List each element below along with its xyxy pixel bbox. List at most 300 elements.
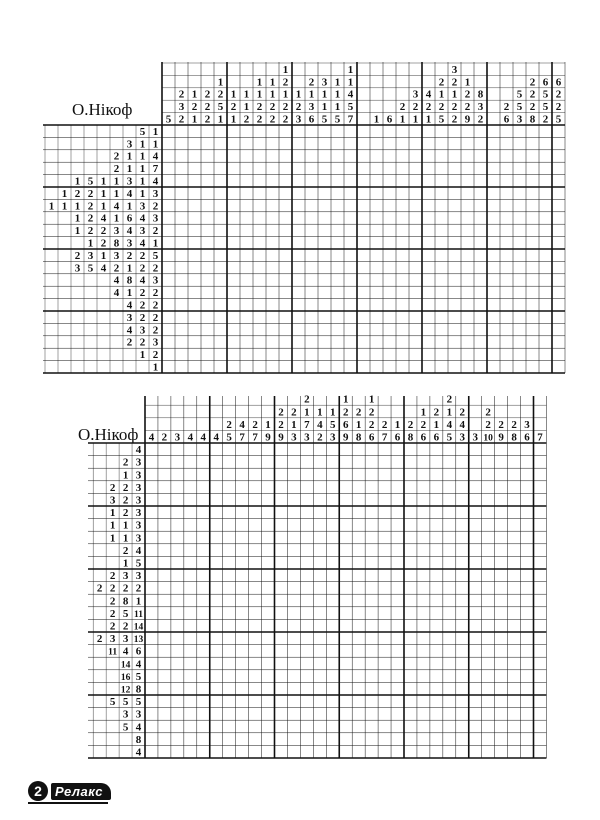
puzzle-1-col-clue: 1 xyxy=(243,101,250,114)
puzzle-1-col-clue: 3 xyxy=(451,63,458,76)
puzzle-2-col-clue: 5 xyxy=(446,431,453,444)
puzzle-1-col-clue: 5 xyxy=(334,113,341,126)
page-number: 2 xyxy=(28,781,48,801)
puzzle-1-col-clue: 2 xyxy=(451,101,458,114)
puzzle-1-row-clue: 4 xyxy=(113,287,120,300)
puzzle-2-col-clue: 2 xyxy=(161,431,168,444)
puzzle-2-row-clue: 3 xyxy=(135,456,142,469)
puzzle-1-col-clue: 2 xyxy=(451,113,458,126)
puzzle-1-col-clue: 1 xyxy=(217,76,224,89)
puzzle-2-row-clue: 5 xyxy=(122,607,129,620)
puzzle-2-row-clue: 3 xyxy=(122,633,129,646)
puzzle-1-col-clue: 1 xyxy=(282,63,289,76)
puzzle-1-row-clue: 2 xyxy=(113,163,120,176)
puzzle-1-col-clue: 6 xyxy=(555,76,562,89)
puzzle-1-row-clue: 1 xyxy=(113,175,120,188)
puzzle-1-col-clue: 5 xyxy=(555,113,562,126)
puzzle-1-row-clue: 2 xyxy=(152,287,159,300)
puzzle-2-col-clue: 7 xyxy=(252,431,258,444)
puzzle-2-col-clue: 2 xyxy=(485,418,491,431)
puzzle-2-row-clue: 3 xyxy=(135,469,142,482)
puzzle-2-row-clue: 3 xyxy=(135,532,142,545)
puzzle-2-row-clue: 2 xyxy=(122,481,129,494)
puzzle-1-row-clue: 2 xyxy=(152,262,159,275)
puzzle-1-row-clue: 3 xyxy=(152,212,159,225)
puzzle-2-col-clue: 1 xyxy=(291,418,297,431)
puzzle-1-row-clue: 3 xyxy=(152,187,159,200)
puzzle-1-col-clue: 2 xyxy=(204,113,211,126)
puzzle-1-col-clue: 1 xyxy=(230,113,237,126)
puzzle-2-row-clue: 5 xyxy=(135,557,142,570)
puzzle-1-col-clue: 2 xyxy=(542,113,549,126)
puzzle-2-row-clue: 1 xyxy=(109,519,116,532)
puzzle-2-row-clue: 2 xyxy=(109,607,116,620)
puzzle-2-col-clue: 9 xyxy=(278,431,284,444)
puzzle-1-col-clue: 2 xyxy=(217,88,224,101)
puzzle-2-col-clue: 1 xyxy=(394,418,401,431)
puzzle-1-col-clue: 8 xyxy=(477,88,484,101)
puzzle-1-col-clue: 2 xyxy=(191,101,198,114)
puzzle-1-col-clue: 3 xyxy=(308,101,315,114)
puzzle-1-row-clue: 3 xyxy=(126,138,133,151)
puzzle-1-col-clue: 8 xyxy=(529,113,536,126)
puzzle-1-row-clue: 1 xyxy=(152,125,159,138)
puzzle-1-col-clue: 2 xyxy=(451,76,458,89)
puzzle-1-row-clue: 2 xyxy=(74,187,81,200)
puzzle-1-col-clue: 4 xyxy=(425,88,432,101)
puzzle-1-row-clue: 3 xyxy=(152,336,159,349)
puzzle-1-row-clue: 3 xyxy=(139,324,146,337)
puzzle-1-row-clue: 3 xyxy=(74,262,81,275)
puzzle-2-col-clue: 10 xyxy=(483,433,493,444)
puzzle-1-row-clue: 5 xyxy=(152,249,159,262)
puzzle-1-col-clue: 2 xyxy=(529,101,536,114)
puzzle-1-row-clue: 2 xyxy=(139,287,146,300)
puzzle-1-row-clue: 2 xyxy=(152,324,159,337)
puzzle-2-row-clue: 2 xyxy=(109,620,116,633)
puzzle-1-col-clue: 5 xyxy=(516,88,523,101)
puzzle-2-col-clue: 7 xyxy=(381,431,388,444)
puzzle-1-row-clue: 3 xyxy=(126,311,133,324)
puzzle-1-col-clue: 6 xyxy=(503,113,510,126)
puzzle-1-row-clue: 4 xyxy=(126,324,133,337)
puzzle-2-col-clue: 2 xyxy=(278,406,284,419)
puzzle-2-col-clue: 2 xyxy=(226,418,232,431)
puzzle-2-col-clue: 2 xyxy=(291,406,297,419)
puzzle-2-row-clue: 11 xyxy=(108,647,118,658)
puzzle-1-row-clue: 4 xyxy=(152,175,159,188)
puzzle-2-row-clue: 1 xyxy=(122,557,129,570)
puzzle-1-row-clue: 3 xyxy=(126,175,133,188)
puzzle-1-col-clue: 2 xyxy=(269,113,276,126)
puzzle-1-row-clue: 1 xyxy=(48,200,55,213)
puzzle-1-col-clue: 1 xyxy=(464,76,471,89)
puzzle-1-col-clue: 1 xyxy=(373,113,380,126)
puzzle-1-row-clue: 4 xyxy=(126,299,133,312)
puzzle-1-col-clue: 1 xyxy=(425,113,432,126)
puzzle-1-row-clue: 2 xyxy=(139,299,146,312)
puzzle-1-row-clue: 2 xyxy=(152,200,159,213)
puzzle-1-row-clue: 3 xyxy=(113,225,120,238)
puzzle-1-col-clue: 2 xyxy=(464,88,471,101)
puzzle-2-row-clue: 3 xyxy=(135,507,142,520)
puzzle-1-col-clue: 3 xyxy=(477,101,484,114)
puzzle-1-col-clue: 2 xyxy=(477,113,484,126)
puzzle-2-row-clue: 2 xyxy=(122,456,129,469)
puzzle-1-col-clue: 3 xyxy=(516,113,523,126)
puzzle-1-row-clue: 4 xyxy=(139,274,146,287)
footer-line xyxy=(28,802,108,804)
puzzle-1-col-clue: 3 xyxy=(178,101,185,114)
puzzle-1-col-clue: 5 xyxy=(347,101,354,114)
puzzle-1-col-clue: 2 xyxy=(243,113,250,126)
puzzle-2-row-clue: 2 xyxy=(109,570,116,583)
puzzle-1-row-clue: 1 xyxy=(126,200,133,213)
puzzle-2-row-clue: 5 xyxy=(135,696,142,709)
puzzle-1-row-clue: 4 xyxy=(113,274,120,287)
puzzle-1-row-clue: 3 xyxy=(126,237,133,250)
puzzle-2-col-clue: 2 xyxy=(252,418,258,431)
puzzle-1-row-clue: 2 xyxy=(87,200,94,213)
brand-logo: Релакс xyxy=(51,783,111,800)
puzzle-2-col-clue: 1 xyxy=(330,406,336,419)
puzzle-2-row-clue: 4 xyxy=(135,444,142,457)
puzzle-1-col-clue: 5 xyxy=(165,113,172,126)
puzzle-1-col-clue: 1 xyxy=(282,88,289,101)
puzzle-1-row-clue: 1 xyxy=(139,175,146,188)
puzzle-2-row-clue: 2 xyxy=(96,633,103,646)
puzzle-2-row-clue: 4 xyxy=(135,746,142,759)
puzzle-1-row-clue: 1 xyxy=(100,175,107,188)
puzzle-2-col-clue: 1 xyxy=(420,406,427,419)
puzzle-2-col-clue: 3 xyxy=(291,431,297,444)
puzzle-2-col-clue: 2 xyxy=(420,418,427,431)
puzzle-1-row-clue: 1 xyxy=(152,237,159,250)
puzzle-1-row-clue: 1 xyxy=(74,200,81,213)
puzzle-1-col-clue: 5 xyxy=(217,101,224,114)
puzzle-1-row-clue: 1 xyxy=(113,187,120,200)
puzzle-1-col-clue: 2 xyxy=(282,76,289,89)
puzzle-2-row-clue: 3 xyxy=(135,519,142,532)
puzzle-2-row-clue: 2 xyxy=(109,582,116,595)
puzzle-1-col-clue: 7 xyxy=(347,113,354,126)
puzzle-1-row-clue: 4 xyxy=(126,225,133,238)
puzzle-1-row-clue: 2 xyxy=(126,249,133,262)
puzzle-2-col-clue: 3 xyxy=(472,431,478,444)
puzzle-1-row-clue: 2 xyxy=(74,249,81,262)
puzzle-1-col-clue: 2 xyxy=(503,101,510,114)
puzzle-1-row-clue: 1 xyxy=(139,163,146,176)
puzzle-1-col-clue: 1 xyxy=(412,113,419,126)
puzzle-1-col-clue: 1 xyxy=(269,76,276,89)
puzzle-1-row-clue: 1 xyxy=(74,225,81,238)
puzzle-2-col-clue: 8 xyxy=(407,431,414,444)
puzzle-1-row-clue: 2 xyxy=(113,262,120,275)
puzzle-2-row-clue: 5 xyxy=(135,670,142,683)
puzzle-1-row-clue: 5 xyxy=(139,125,146,138)
puzzle-2-col-clue: 4 xyxy=(459,418,466,431)
puzzle-1-col-clue: 1 xyxy=(269,88,276,101)
puzzle-2-col-clue: 1 xyxy=(355,418,362,431)
puzzle-1-row-clue: 2 xyxy=(87,225,94,238)
puzzle-1-col-clue: 3 xyxy=(295,113,302,126)
puzzle-2-row-clue: 3 xyxy=(109,633,116,646)
puzzle-1-col-clue: 2 xyxy=(204,88,211,101)
puzzle-1-row-clue: 4 xyxy=(152,150,159,163)
puzzle-1-row-clue: 7 xyxy=(152,163,159,176)
puzzle-1-col-clue: 1 xyxy=(451,88,458,101)
puzzle-2-col-clue: 5 xyxy=(330,418,336,431)
puzzle-2-row-clue: 2 xyxy=(96,582,103,595)
puzzle-1-col-clue: 6 xyxy=(308,113,315,126)
puzzle-1-row-clue: 5 xyxy=(87,262,94,275)
puzzle-1-col-clue: 1 xyxy=(308,88,315,101)
puzzle-2-col-clue: 2 xyxy=(498,418,504,431)
puzzle-2-col-clue: 3 xyxy=(304,431,310,444)
puzzle-1-col-clue: 2 xyxy=(399,101,406,114)
puzzle-2-col-clue: 4 xyxy=(446,418,453,431)
puzzle-2-row-clue: 1 xyxy=(122,519,129,532)
puzzle-1-row-clue: 2 xyxy=(87,212,94,225)
puzzle-2-col-clue: 2 xyxy=(511,418,517,431)
puzzle-1-col-clue: 1 xyxy=(256,88,263,101)
puzzle-2-row-clue: 12 xyxy=(120,685,131,696)
puzzle-1-row-clue: 1 xyxy=(152,361,159,374)
puzzle-1-row-clue: 2 xyxy=(152,349,159,362)
puzzle-2-col-clue: 1 xyxy=(317,406,323,419)
puzzle-2-col-clue: 2 xyxy=(485,406,491,419)
puzzle-1-row-clue: 1 xyxy=(126,150,133,163)
puzzle-2-col-clue: 1 xyxy=(446,406,453,419)
puzzle-2-col-clue: 8 xyxy=(355,431,362,444)
puzzle-2-row-clue: 3 xyxy=(135,570,142,583)
puzzle-1-col-clue: 2 xyxy=(204,101,211,114)
puzzle-1-col-clue: 5 xyxy=(516,101,523,114)
puzzle-2-row-clue: 3 xyxy=(135,481,142,494)
puzzle-2-row-clue: 3 xyxy=(109,494,116,507)
puzzle-2-row-clue: 4 xyxy=(135,544,142,557)
puzzle-1-row-clue: 8 xyxy=(126,274,133,287)
puzzle-1-col-clue: 1 xyxy=(256,76,263,89)
puzzle-1-row-clue: 2 xyxy=(139,336,146,349)
puzzle-2-row-clue: 14 xyxy=(133,622,144,633)
puzzle-2-row-clue: 1 xyxy=(109,507,116,520)
puzzle-1-row-clue: 2 xyxy=(139,311,146,324)
puzzle-1-col-clue: 4 xyxy=(347,88,354,101)
puzzle-2-row-clue: 14 xyxy=(120,660,131,671)
puzzle-2-row-clue: 2 xyxy=(122,507,129,520)
puzzle-2-row-clue: 1 xyxy=(135,595,142,608)
puzzle-2-col-clue: 3 xyxy=(524,418,530,431)
puzzle-2-col-clue: 9 xyxy=(265,431,271,444)
puzzle-1-col-clue: 1 xyxy=(321,88,328,101)
puzzle-1-col-clue: 5 xyxy=(542,88,549,101)
puzzle-1-row-clue: 1 xyxy=(126,163,133,176)
puzzle-1-row-clue: 1 xyxy=(139,150,146,163)
puzzle-1-col-clue: 2 xyxy=(295,101,302,114)
puzzle-2-col-clue: 5 xyxy=(226,431,232,444)
puzzle-1-row-clue: 2 xyxy=(100,237,107,250)
puzzle-1-col-clue: 1 xyxy=(334,88,341,101)
puzzle-1-row-clue: 8 xyxy=(113,237,120,250)
puzzle-1-row-clue: 4 xyxy=(139,237,146,250)
puzzle-2-col-clue: 8 xyxy=(511,431,517,444)
puzzle-2-row-clue: 11 xyxy=(134,609,144,620)
puzzle-1-col-clue: 2 xyxy=(464,101,471,114)
puzzle-1-col-clue: 2 xyxy=(412,101,419,114)
puzzle-2-col-clue: 2 xyxy=(342,406,349,419)
puzzle-1-row-clue: 1 xyxy=(100,249,107,262)
puzzle-1-row-clue: 4 xyxy=(139,212,146,225)
puzzle-1-row-clue: 1 xyxy=(74,212,81,225)
puzzle-2-col-clue: 1 xyxy=(304,406,310,419)
puzzle-2-row-clue: 1 xyxy=(109,532,116,545)
puzzle-1-row-clue: 2 xyxy=(126,336,133,349)
puzzle-2-col-clue: 9 xyxy=(342,431,349,444)
puzzle-2-col-clue: 2 xyxy=(381,418,388,431)
puzzle-2-row-clue: 8 xyxy=(135,733,142,746)
puzzle-2-col-clue: 2 xyxy=(278,418,284,431)
puzzle-1-col-clue: 2 xyxy=(308,76,315,89)
puzzle-1-col-clue: 5 xyxy=(438,113,445,126)
puzzle-2-row-clue: 13 xyxy=(133,635,144,646)
puzzle-1-col-clue: 2 xyxy=(555,88,562,101)
puzzle-2-row-clue: 4 xyxy=(135,658,142,671)
puzzle-1-col-clue: 3 xyxy=(321,76,328,89)
puzzle-2-row-clue: 2 xyxy=(122,620,129,633)
puzzle-2-col-clue: 6 xyxy=(342,418,349,431)
puzzle-1-author: О.Нікоф xyxy=(72,100,133,119)
puzzle-2-author: О.Нікоф xyxy=(78,425,139,444)
puzzle-1-col-clue: 2 xyxy=(269,101,276,114)
puzzle-1-row-clue: 1 xyxy=(152,138,159,151)
puzzle-2-row-clue: 3 xyxy=(135,708,142,721)
puzzle-2-row-clue: 8 xyxy=(135,683,142,696)
puzzle-1-row-clue: 4 xyxy=(126,187,133,200)
puzzle-1-col-clue: 1 xyxy=(347,63,354,76)
puzzle-1-col-clue: 5 xyxy=(542,101,549,114)
puzzle-2-row-clue: 2 xyxy=(135,582,142,595)
puzzle-1-row-clue: 1 xyxy=(139,187,146,200)
puzzle-1-row-clue: 4 xyxy=(100,262,107,275)
puzzle-2-row-clue: 2 xyxy=(122,494,129,507)
puzzle-1-col-clue: 6 xyxy=(386,113,393,126)
puzzle-2-col-clue: 4 xyxy=(213,431,219,444)
puzzle-2-col-clue: 1 xyxy=(342,393,349,406)
puzzle-2-row-clue: 4 xyxy=(122,645,129,658)
puzzle-2-row-clue: 3 xyxy=(122,708,129,721)
puzzle-2-row-clue: 2 xyxy=(122,544,129,557)
puzzle-1-col-clue: 1 xyxy=(217,113,224,126)
puzzle-1-row-clue: 2 xyxy=(152,225,159,238)
puzzle-1-row-clue: 3 xyxy=(87,249,94,262)
puzzle-1-row-clue: 2 xyxy=(139,262,146,275)
puzzle-1-col-clue: 1 xyxy=(334,76,341,89)
puzzle-2-row-clue: 5 xyxy=(122,721,129,734)
puzzle-2-col-clue: 1 xyxy=(265,418,271,431)
puzzle-1-col-clue: 5 xyxy=(321,113,328,126)
puzzle-2-col-clue: 6 xyxy=(420,431,427,444)
puzzle-1-row-clue: 3 xyxy=(113,249,120,262)
puzzle-1-row-clue: 2 xyxy=(100,225,107,238)
puzzle-1-row-clue: 1 xyxy=(100,200,107,213)
puzzle-1-col-clue: 2 xyxy=(178,88,185,101)
puzzle-1-col-clue: 2 xyxy=(438,76,445,89)
puzzle-2-row-clue: 16 xyxy=(120,672,131,683)
puzzle-1-row-clue: 3 xyxy=(139,200,146,213)
puzzle-2-col-clue: 2 xyxy=(368,418,375,431)
puzzle-2-col-clue: 2 xyxy=(433,406,440,419)
puzzle-2-col-clue: 1 xyxy=(433,418,440,431)
puzzle-2-col-clue: 3 xyxy=(330,431,336,444)
puzzle-1-col-clue: 1 xyxy=(230,88,237,101)
puzzle-1-row-clue: 1 xyxy=(61,187,68,200)
puzzle-1-col-clue: 2 xyxy=(529,88,536,101)
puzzle-2-col-clue: 2 xyxy=(407,418,414,431)
puzzle-1-col-clue: 1 xyxy=(191,113,198,126)
puzzle-1-col-clue: 1 xyxy=(191,88,198,101)
puzzle-2-col-clue: 2 xyxy=(446,393,453,406)
puzzle-1-col-clue: 9 xyxy=(464,113,471,126)
puzzle-1-row-clue: 1 xyxy=(87,237,94,250)
puzzle-1-row-clue: 1 xyxy=(139,138,146,151)
puzzle-2-col-clue: 7 xyxy=(537,431,543,444)
puzzle-1-col-clue: 6 xyxy=(542,76,549,89)
puzzle-1-row-clue: 1 xyxy=(113,212,120,225)
puzzle-1-col-clue: 2 xyxy=(282,101,289,114)
puzzle-1-row-clue: 4 xyxy=(113,200,120,213)
puzzle-2-col-clue: 3 xyxy=(174,431,181,444)
puzzle-2-row-clue: 2 xyxy=(109,595,116,608)
puzzle-2-col-clue: 4 xyxy=(317,418,323,431)
puzzle-2-col-clue: 6 xyxy=(394,431,401,444)
puzzle-1-col-clue: 1 xyxy=(334,101,341,114)
puzzle-1-col-clue: 2 xyxy=(256,101,263,114)
puzzle-2-col-clue: 9 xyxy=(498,431,504,444)
puzzle-2-row-clue: 5 xyxy=(122,696,129,709)
puzzle-1-row-clue: 4 xyxy=(100,212,107,225)
puzzle-1-row-clue: 1 xyxy=(139,349,146,362)
puzzle-2-col-clue: 2 xyxy=(368,406,375,419)
puzzle-1-col-clue: 2 xyxy=(282,113,289,126)
puzzle-1-col-clue: 2 xyxy=(230,101,237,114)
puzzle-2-row-clue: 5 xyxy=(109,696,116,709)
puzzle-1-row-clue: 1 xyxy=(61,200,68,213)
puzzle-2-row-clue: 3 xyxy=(135,494,142,507)
puzzle-1-col-clue: 1 xyxy=(347,76,354,89)
puzzle-2-col-clue: 2 xyxy=(355,406,362,419)
puzzle-1-col-clue: 2 xyxy=(529,76,536,89)
puzzle-1-row-clue: 2 xyxy=(152,299,159,312)
puzzle-2-col-clue: 2 xyxy=(459,406,466,419)
page-footer xyxy=(28,780,111,802)
puzzle-1-col-clue: 1 xyxy=(438,88,445,101)
puzzle-2-row-clue: 1 xyxy=(122,532,129,545)
puzzle-2-row-clue: 4 xyxy=(135,721,142,734)
puzzle-2-row-clue: 1 xyxy=(122,469,129,482)
puzzle-1-col-clue: 1 xyxy=(243,88,250,101)
puzzle-2-col-clue: 3 xyxy=(459,431,466,444)
puzzle-2-col-clue: 1 xyxy=(368,393,375,406)
puzzle-1-row-clue: 1 xyxy=(74,175,81,188)
puzzle-2-col-clue: 7 xyxy=(304,418,310,431)
puzzle-1-col-clue: 2 xyxy=(438,101,445,114)
puzzle-1-col-clue: 3 xyxy=(412,88,419,101)
puzzle-2-col-clue: 2 xyxy=(317,431,323,444)
puzzle-1-col-clue: 2 xyxy=(256,113,263,126)
puzzle-1-row-clue: 5 xyxy=(87,175,94,188)
puzzle-2-row-clue: 2 xyxy=(122,582,129,595)
